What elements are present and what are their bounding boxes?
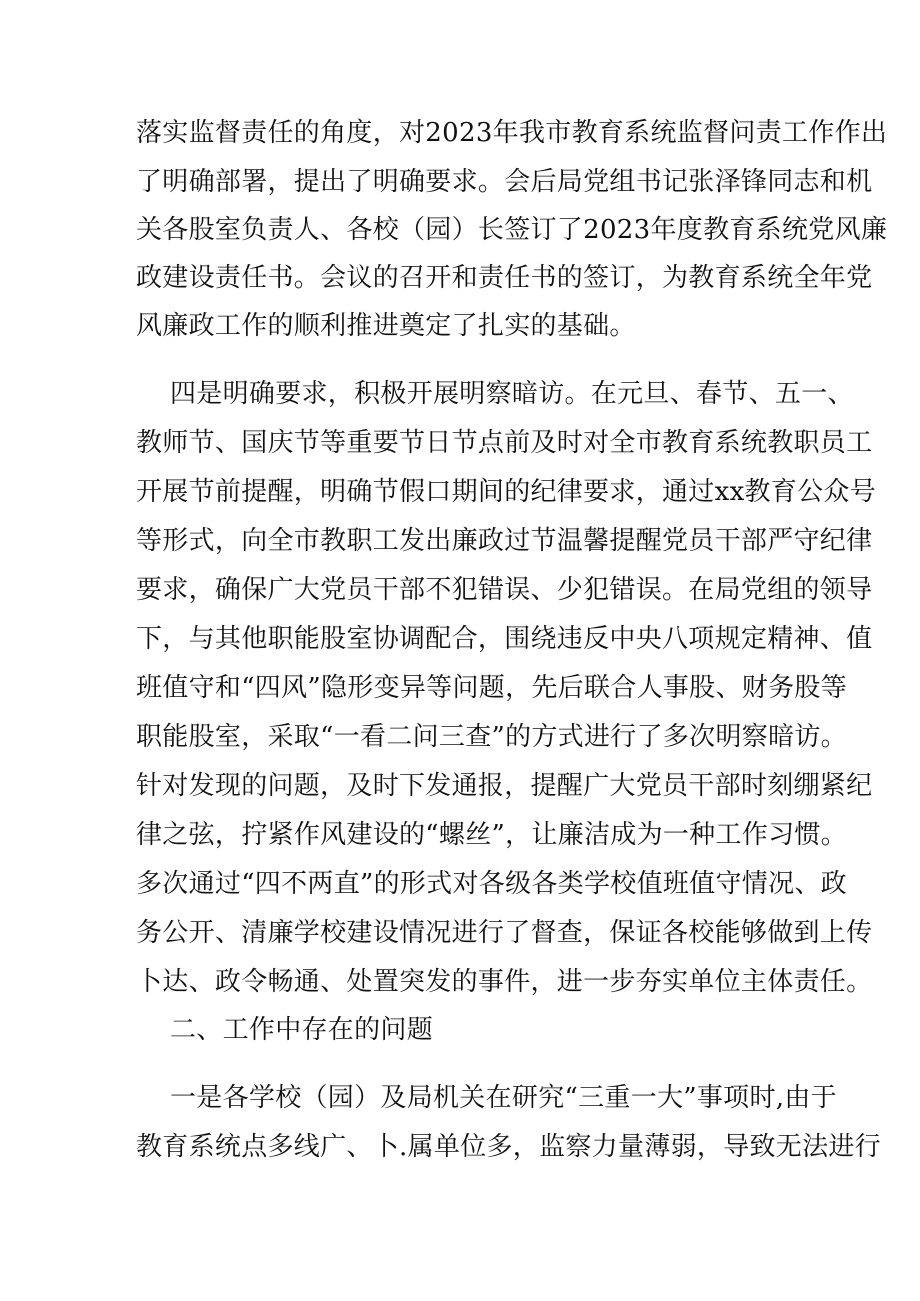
text-line: 班值守和“四风”隐形变异等问题，先后联合人事股、财务股等 xyxy=(136,673,847,703)
text-line: 落实监督责任的角度，对2023年我市教育系统监督问责工作作出 xyxy=(136,118,888,148)
text-line: 了明确部署，提出了明确要求。会后局党组书记张泽锋同志和机 xyxy=(136,167,873,197)
text-line: 一是各学校（园）及局机关在研究“三重一大”事项时,由于 xyxy=(170,1083,837,1113)
text-line: 多次通过“四不两直”的形式对各级各类学校值班值守情况、政 xyxy=(136,869,847,899)
section-heading: 二、工作中存在的问题 xyxy=(170,1015,434,1045)
text-line: 教师节、国庆节等重要节日节点前及时对全市教育系统教职员工 xyxy=(136,428,873,458)
text-line: 关各股室负责人、各校（园）长签订了2023年度教育系统党风廉 xyxy=(136,215,888,245)
text-line: 要求，确保广大党员干部不犯错误、少犯错误。在局党组的领导 xyxy=(136,575,873,605)
text-line: 四是明确要求，积极开展明察暗访。在元旦、春节、五一、 xyxy=(170,379,854,409)
text-line: 教育系统点多线广、卜.属单位多，监察力量薄弱，导致无法进行 xyxy=(136,1132,881,1162)
text-line: 开展节前提醒，明确节假口期间的纪律要求，通过xx教育公众号 xyxy=(136,477,877,507)
text-line: 职能股室，采取“一看二问三查”的方式进行了多次明察暗访。 xyxy=(136,722,847,752)
text-line: 务公开、清廉学校建设情况进行了督查，保证各校能够做到上传 xyxy=(136,918,873,948)
text-line: 针对发现的问题，及时下发通报，提醒广大党员干部时刻绷紧纪 xyxy=(136,771,873,801)
text-line: 政建设责任书。会议的召开和责任书的签订，为教育系统全年党 xyxy=(136,263,873,293)
text-line: 下，与其他职能股室协调配合，围绕违反中央八项规定精神、值 xyxy=(136,624,873,654)
text-line: 等形式，向全市教职工发出廉政过节温馨提醒党员干部严守纪律 xyxy=(136,526,873,556)
text-line: 律之弦，拧紧作风建设的“螺丝”，让廉洁成为一种工作习惯。 xyxy=(136,820,847,850)
text-line: 卜达、政令畅通、处置突发的事件，进一步夯实单位主体责任。 xyxy=(136,967,873,997)
text-line: 风廉政工作的顺利推进奠定了扎实的基础。 xyxy=(136,311,636,341)
